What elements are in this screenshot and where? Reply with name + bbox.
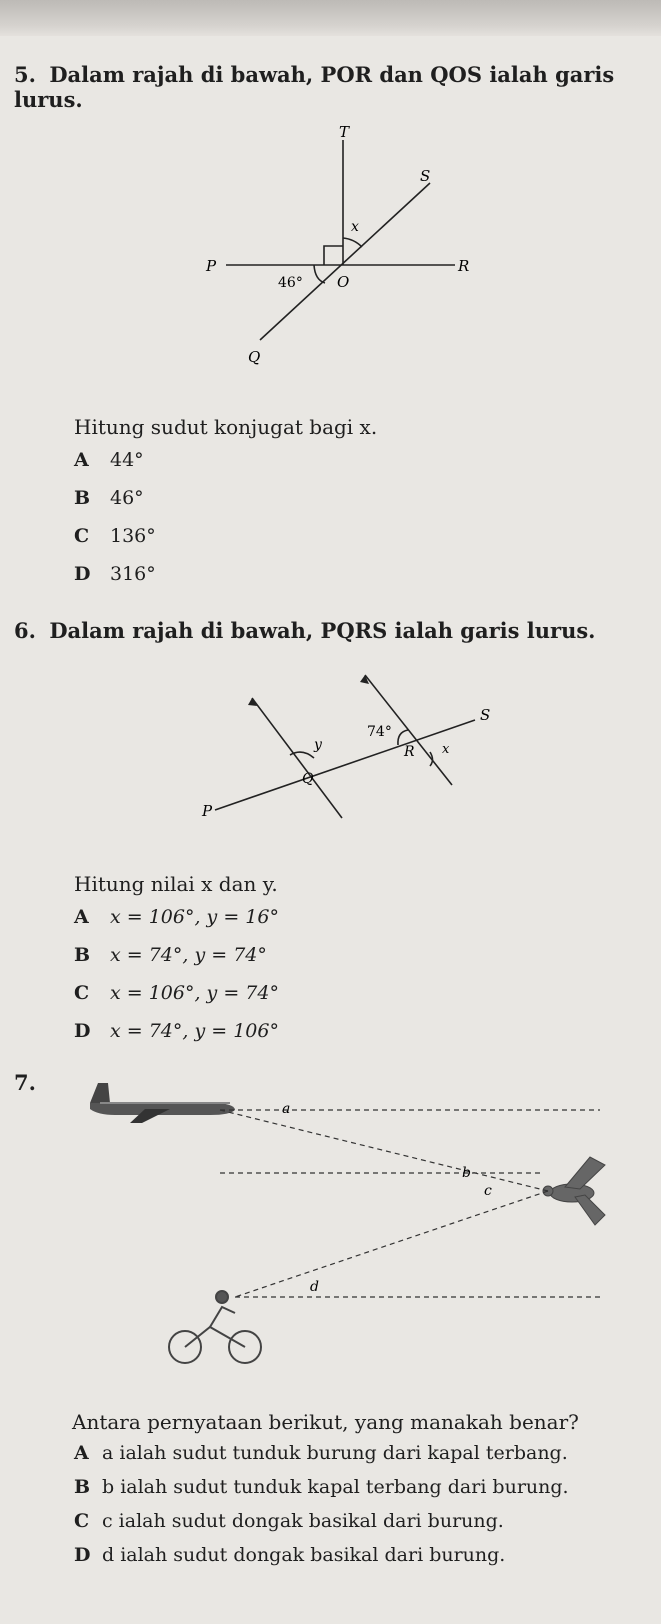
- label-d: d: [310, 1279, 319, 1295]
- question-5-heading: [14, 62, 654, 112]
- label-x: x: [442, 742, 450, 757]
- airplane-icon: [90, 1083, 235, 1123]
- angle-y-arc: [290, 752, 314, 758]
- line-bird-to-cyclist: [235, 1191, 548, 1297]
- question-6-heading: [14, 618, 654, 643]
- option-5-b[interactable]: B 46°: [74, 487, 144, 509]
- label-c: c: [484, 1183, 492, 1199]
- option-5-a[interactable]: A 44°: [74, 449, 144, 471]
- option-6-a[interactable]: A x = 106°, y = 16°: [74, 906, 279, 928]
- question-7-body: [14, 1410, 654, 1570]
- label-R: R: [458, 257, 470, 275]
- label-R: R: [404, 744, 415, 760]
- line-through-Q: [252, 698, 342, 818]
- line-QOS: [260, 183, 430, 340]
- question-5-text: Dalam rajah di bawah, POR dan QOS ialah garis lurus.: [14, 62, 615, 112]
- question-number: 7.: [14, 1070, 36, 1095]
- page-top-edge: [0, 0, 661, 36]
- label-y: y: [314, 737, 322, 753]
- option-6-b[interactable]: B x = 74°, y = 74°: [74, 944, 267, 966]
- question-6-text: Dalam rajah di bawah, PQRS ialah garis lurus.: [49, 618, 596, 643]
- label-O: O: [337, 273, 350, 291]
- question-number: 6.: [14, 618, 36, 643]
- angle-46-arc: [314, 265, 325, 283]
- option-7-b[interactable]: B b ialah sudut tunduk kapal terbang dari burung.: [74, 1476, 569, 1498]
- label-T: T: [339, 125, 350, 141]
- question-5-body: [14, 415, 654, 591]
- label-S: S: [480, 706, 491, 724]
- question-6-body: [14, 872, 654, 1048]
- angle-74-arc: [398, 730, 408, 745]
- label-x: x: [351, 219, 359, 235]
- diagram-q7: [60, 1065, 630, 1395]
- option-6-d[interactable]: D x = 74°, y = 106°: [74, 1020, 279, 1042]
- option-7-d[interactable]: D d ialah sudut dongak basikal dari burung.: [74, 1544, 506, 1566]
- question-number: 5.: [14, 62, 36, 87]
- label-Q: Q: [248, 348, 261, 366]
- label-S: S: [420, 167, 431, 185]
- label-74-degrees: 74°: [367, 724, 392, 740]
- question-7-prompt: Antara pernyataan berikut, yang manakah benar?: [72, 1410, 579, 1434]
- option-5-c[interactable]: C 136°: [74, 525, 156, 547]
- bird-icon: [543, 1157, 605, 1225]
- line-plane-to-bird: [220, 1110, 548, 1191]
- label-P: P: [206, 257, 217, 275]
- label-P: P: [202, 802, 213, 820]
- label-Q: Q: [302, 771, 314, 787]
- diagram-q6: [190, 670, 520, 855]
- label-a: a: [282, 1101, 291, 1117]
- cyclist-icon: [169, 1291, 261, 1363]
- option-6-c[interactable]: C x = 106°, y = 74°: [74, 982, 279, 1004]
- label-46-degrees: 46°: [278, 275, 303, 291]
- question-6: [14, 618, 654, 643]
- question-5: [14, 62, 654, 112]
- angle-x-arc: [343, 238, 362, 247]
- diagram-q5: [190, 125, 510, 385]
- option-7-a[interactable]: A a ialah sudut tunduk burung dari kapal terbang.: [74, 1442, 568, 1464]
- option-7-c[interactable]: C c ialah sudut dongak basikal dari burung.: [74, 1510, 504, 1532]
- question-5-prompt: Hitung sudut konjugat bagi x.: [74, 415, 378, 439]
- option-5-d[interactable]: D 316°: [74, 563, 156, 585]
- question-6-prompt: Hitung nilai x dan y.: [74, 872, 278, 896]
- right-angle-mark: [324, 246, 343, 265]
- label-b: b: [462, 1165, 471, 1181]
